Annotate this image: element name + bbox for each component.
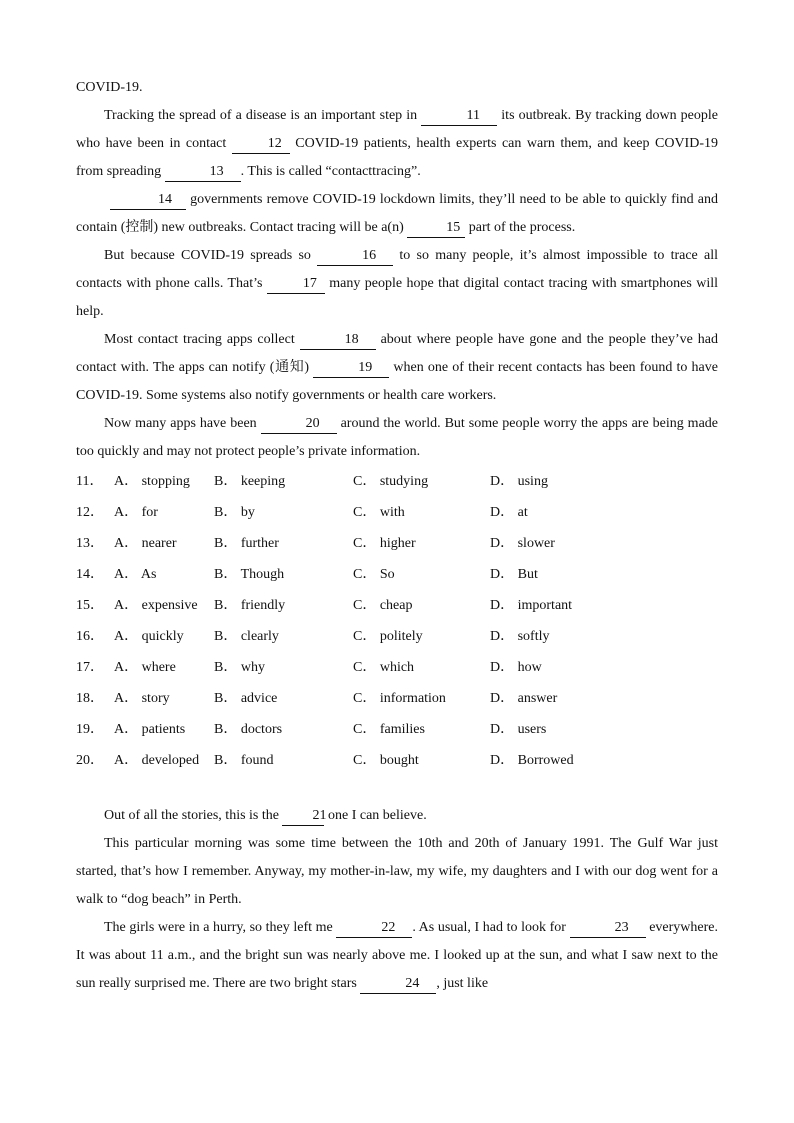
option-a[interactable]: A． developed (114, 753, 200, 768)
option-d[interactable]: D． answer (490, 691, 558, 706)
question-number: 12． (76, 505, 104, 520)
question-13 (76, 528, 718, 559)
question-number: 17． (76, 660, 104, 675)
option-a[interactable]: A． nearer (114, 536, 177, 551)
blank-15[interactable]: 15 (407, 219, 465, 238)
option-d[interactable]: D． using (490, 474, 548, 489)
text-run: many people hope that digital contact tracing with smartphones will help. (76, 276, 719, 319)
option-d[interactable]: D． how (490, 660, 542, 675)
blank-13[interactable]: 13 (165, 163, 241, 182)
blank-23[interactable]: 23 (570, 919, 646, 938)
option-d[interactable]: D． Borrowed (490, 753, 574, 768)
option-b[interactable]: B． advice (214, 691, 278, 706)
question-14 (76, 559, 718, 590)
option-a[interactable]: A． quickly (114, 629, 184, 644)
text-run: Tracking the spread of a disease is an important step in (104, 108, 422, 123)
option-b[interactable]: B． by (214, 505, 255, 520)
text-run: Now many apps have been (104, 416, 261, 431)
option-b[interactable]: B． Though (214, 567, 285, 582)
option-c[interactable]: C． So (353, 567, 395, 582)
text-run: everywhere. It was about 11 a.m., and the bright sun was nearly above me. I looked up at the sun, and what I saw next to the sun really surprised me. There are two bright stars (76, 920, 718, 991)
question-number: 13． (76, 536, 104, 551)
option-c[interactable]: C． bought (353, 753, 419, 768)
blank-19[interactable]: 19 (313, 359, 389, 378)
option-d[interactable]: D． users (490, 722, 547, 737)
option-d[interactable]: D． at (490, 505, 528, 520)
option-d[interactable]: D． slower (490, 536, 555, 551)
option-c[interactable]: C． higher (353, 536, 416, 551)
question-number: 15． (76, 598, 104, 613)
question-18 (76, 683, 718, 714)
text-run: Most contact tracing apps collect (104, 332, 300, 347)
text-run: . This is called “contacttracing”. (240, 164, 421, 179)
option-b[interactable]: B． found (214, 753, 274, 768)
document-page (76, 74, 718, 998)
blank-18[interactable]: 18 (300, 331, 376, 350)
option-c[interactable]: C． with (353, 505, 405, 520)
question-number: 20． (76, 753, 104, 768)
question-list (76, 466, 718, 776)
text-run: around the world. But some people worry the apps are being made too quickly and may not protect people’s private information. (76, 416, 718, 459)
blank-22[interactable]: 22 (336, 919, 412, 938)
blank-14[interactable]: 14 (110, 191, 186, 210)
text-run: But because COVID-19 spreads so (104, 248, 318, 263)
blank-17[interactable]: 17 (267, 275, 325, 294)
section-gap (76, 776, 718, 802)
option-b[interactable]: B． why (214, 660, 265, 675)
blank-20[interactable]: 20 (261, 415, 337, 434)
text-run: part of the process. (465, 220, 576, 235)
question-number: 11． (76, 474, 104, 489)
option-c[interactable]: C． politely (353, 629, 423, 644)
option-a[interactable]: A． for (114, 505, 158, 520)
text-run: to so many people, it’s almost impossible to trace all contacts with phone calls. That’s (76, 248, 718, 291)
blank-24[interactable]: 24 (360, 975, 436, 994)
option-a[interactable]: A． stopping (114, 474, 190, 489)
paragraph-1 (76, 102, 718, 186)
text-run: its outbreak. By tracking down people who have been in contact (76, 108, 718, 151)
question-number: 16． (76, 629, 104, 644)
question-number: 19． (76, 722, 104, 737)
blank-16[interactable]: 16 (317, 247, 393, 266)
text-run: COVID-19 patients, health experts can warn them, and keep COVID-19 from spreading (76, 136, 718, 179)
passage2-paragraph-3 (76, 914, 718, 998)
passage2-paragraph-1 (76, 802, 718, 830)
option-c[interactable]: C． cheap (353, 598, 413, 613)
text-run: Out of all the stories, this is the (104, 808, 283, 823)
option-a[interactable]: A． expensive (114, 598, 198, 613)
blank-11[interactable]: 11 (421, 107, 497, 126)
question-19 (76, 714, 718, 745)
blank-21[interactable]: 21 (282, 807, 324, 826)
paragraph-2 (76, 186, 718, 242)
text-run: . As usual, I had to look for (412, 920, 570, 935)
paragraph-3 (76, 242, 718, 326)
question-15 (76, 590, 718, 621)
option-a[interactable]: A． where (114, 660, 176, 675)
question-16 (76, 621, 718, 652)
paragraph-5 (76, 410, 718, 466)
question-17 (76, 652, 718, 683)
option-c[interactable]: C． which (353, 660, 415, 675)
option-d[interactable]: D． important (490, 598, 573, 613)
text-covid: COVID-19. (76, 80, 143, 95)
text-run: when one of their recent contacts has been found to have COVID-19. Some systems also notify governments or health care workers. (76, 360, 718, 403)
option-b[interactable]: B． clearly (214, 629, 279, 644)
option-a[interactable]: A． As (114, 567, 157, 582)
option-b[interactable]: B． friendly (214, 598, 286, 613)
option-b[interactable]: B． keeping (214, 474, 286, 489)
question-number: 14． (76, 567, 104, 582)
option-c[interactable]: C． information (353, 691, 446, 706)
question-12 (76, 497, 718, 528)
option-d[interactable]: D． But (490, 567, 538, 582)
text-run: This particular morning was some time between the 10th and 20th of January 1991. The Gulf War just started, that’s how I remember. Anyway, my mother-in-law, my wife, my daughters and I with our dog went for a walk to “dog beach” in Perth. (76, 836, 718, 907)
question-20 (76, 745, 718, 776)
question-11 (76, 466, 718, 497)
paragraph-heading-fragment (76, 74, 718, 102)
passage2-paragraph-2 (76, 830, 718, 914)
option-b[interactable]: B． doctors (214, 722, 283, 737)
option-c[interactable]: C． families (353, 722, 425, 737)
option-d[interactable]: D． softly (490, 629, 550, 644)
question-number: 18． (76, 691, 104, 706)
text-run: one I can believe. (324, 808, 427, 823)
blank-12[interactable]: 12 (232, 135, 290, 154)
option-a[interactable]: A． story (114, 691, 170, 706)
option-c[interactable]: C． studying (353, 474, 429, 489)
option-b[interactable]: B． further (214, 536, 279, 551)
text-run: about where people have gone and the people they’ve had contact with. The apps can notify (通知) (76, 332, 718, 375)
text-run: The girls were in a hurry, so they left me (104, 920, 337, 935)
text-run: governments remove COVID-19 lockdown limits, they’ll need to be able to quickly find and contain (控制) new outbreaks. Contact tracing will be a(n) (76, 192, 718, 235)
text-run: , just like (436, 976, 489, 991)
paragraph-4 (76, 326, 718, 410)
option-a[interactable]: A． patients (114, 722, 186, 737)
